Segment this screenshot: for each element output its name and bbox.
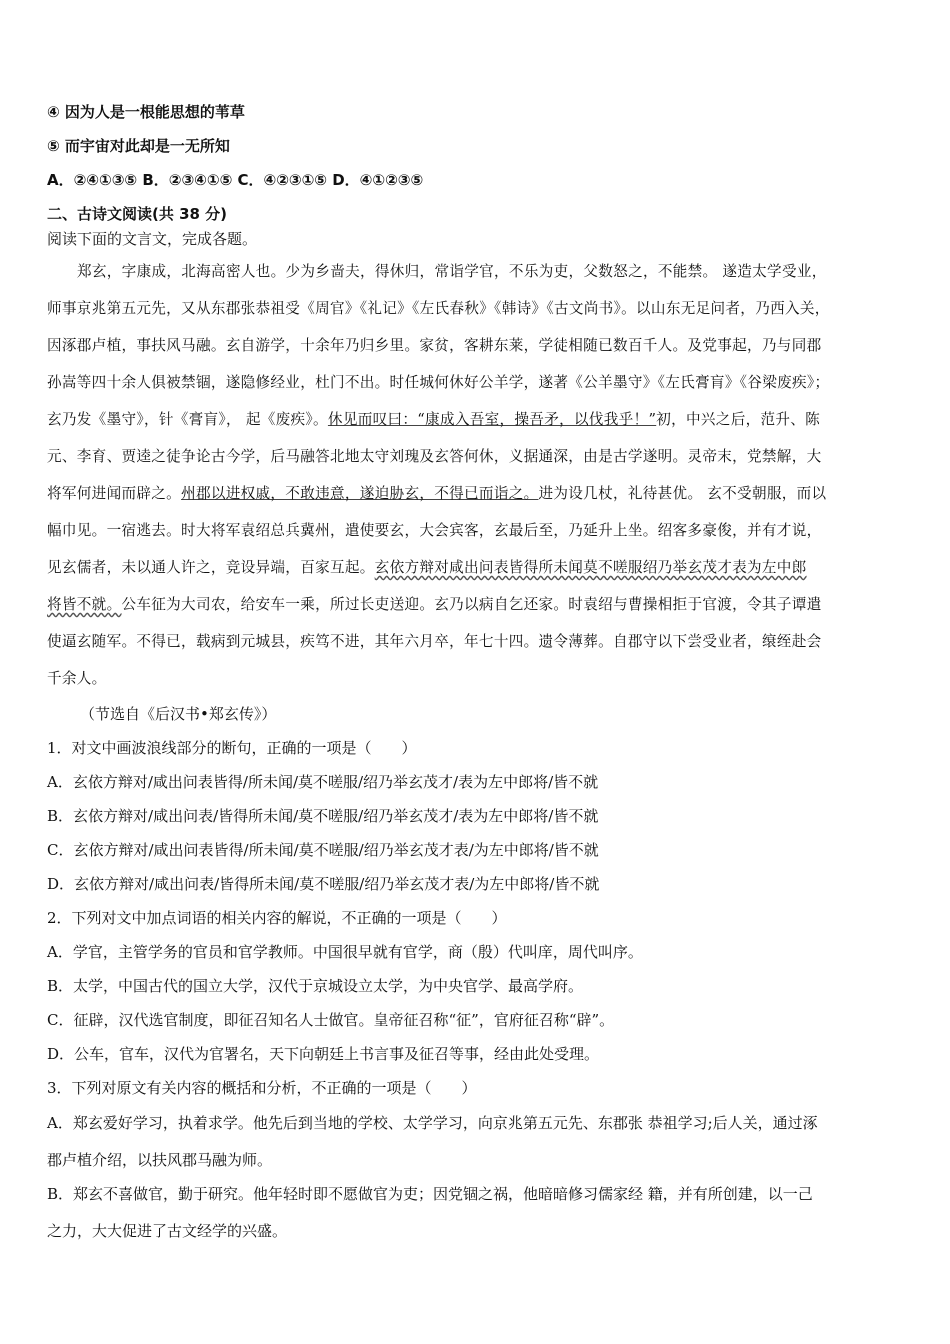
passage-line: 孙嵩等四十余人俱被禁锢，遂隐修经业，杜门不出。时任城何休好公羊学，遂著《公羊墨守》《左氏膏肓》《谷梁废疾》； [47,374,830,391]
section-instruction: 阅读下面的文言文，完成各题。 [47,230,258,248]
question-1-option-b: B．玄依方辩对/咸出问表/皆得所未闻/莫不嗟服/绍乃举玄茂才/表为左中郎将/皆不就 [47,807,599,825]
option-item-5: ⑤ 而宇宙对此却是一无所知 [47,137,230,155]
wavy-underlined-sentence: 将皆不就。 [47,596,122,613]
passage-line: 元、李育、贾逵之徒争论古今学，后马融答北地太守刘瑰及玄答何休，义据通深，由是古学遂明。灵帝末，党禁解，大 [47,448,822,465]
question-1-option-d: D．玄依方辩对/咸出问表/皆得所未闻/莫不嗟服/绍乃举玄茂才表/为左中郎将/皆不就 [47,875,600,893]
question-3-option-a-cont: 郡卢植介绍，以扶风郡马融为师。 [47,1151,273,1169]
question-3-option-b: B．郑玄不喜做官，勤于研究。他年轻时即不愿做官为吏；因党锢之祸，他暗暗修习儒家经 籍，并有所创建，以一己 [47,1185,813,1203]
passage-text: 玄乃发《墨守》，针《膏肓》， 起《废疾》。 [47,411,328,428]
option-item-4: ④ 因为人是一根能思想的苇草 [47,103,245,121]
answer-choices: A．②④①③⑤ B．②③④①⑤ C．④②③①⑤ D．④①②③⑤ [47,171,424,189]
question-3-option-a: A．郑玄爱好学习，执着求学。他先后到当地的学校、太学学习，向京兆第五元先、东郡张 恭祖学习;后人关，通过涿 [47,1114,818,1132]
passage-text: 初，中兴之后，范升、陈 [656,411,821,428]
question-1-stem: 1．对文中画波浪线部分的断句，正确的一项是（ ） [47,739,417,757]
passage-text: 见玄儒者，未以通人许之，竞设异端，百家互起。 [47,559,375,576]
passage-line: 因涿郡卢植，事扶风马融。玄自游学，十余年乃归乡里。家贫，客耕东莱，学徒相随已数百千人。及党事起，乃与同郡 [47,337,822,354]
passage-line [47,410,820,430]
question-1-option-c: C．玄依方辩对/咸出问表皆得/所未闻/莫不嗟服/绍乃举玄茂才表/为左中郎将/皆不就 [47,841,599,859]
passage-line: 幅巾见。一宿逃去。时大将军袁绍总兵冀州，遣使要玄，大会宾客，玄最后至，乃延升上坐。绍客多豪俊，并有才说， [47,522,822,539]
passage-line: 千余人。 [47,670,107,687]
question-2-option-a: A．学官，主管学务的官员和官学教师。中国很早就有官学，商（殷）代叫庠，周代叫序。 [47,943,643,961]
passage-line [47,484,826,504]
passage-text: 公车征为大司农，给安车一乘，所过长吏送迎。玄乃以病自乞还家。时袁绍与曹操相拒于官渡，令其子谭遣 [121,596,822,613]
passage-line: 师事京兆第五元先，又从东郡张恭祖受《周官》《礼记》《左氏春秋》《韩诗》《古文尚书》。以山东无足问者，乃西入关， [47,300,830,317]
question-1-option-a: A．玄依方辩对/咸出问表皆得/所未闻/莫不嗟服/绍乃举玄茂才/表为左中郎将/皆不就 [47,773,599,791]
question-2-option-b: B．太学，中国古代的国立大学，汉代于京城设立太学，为中央官学、最高学府。 [47,977,584,995]
passage-line: 使逼玄随军。不得已，载病到元城县，疾笃不进，其年六月卒，年七十四。遗令薄葬。自郡守以下尝受业者，缞绖赴会 [47,633,822,650]
question-3-option-b-cont: 之力，大大促进了古文经学的兴盛。 [47,1222,288,1240]
passage-line: 郑玄，字康成，北海高密人也。少为乡啬夫，得休归，常诣学官，不乐为吏，父数怒之，不能禁。 遂造太学受业， [77,263,827,280]
passage-text: 进为设几杖，礼待甚优。 玄不受朝服，而以 [538,485,827,502]
passage-text: 将军何进闻而辟之。 [47,485,182,502]
wavy-underlined-sentence: 玄依方辩对咸出问表皆得所未闻莫不嗟服绍乃举玄茂才表为左中郎 [374,559,807,576]
passage-line [47,595,822,615]
question-2-option-c: C．征辟，汉代选官制度，即征召知名人士做官。皇帝征召称“征”，官府征召称“辟”。 [47,1011,615,1029]
question-3-stem: 3．下列对原文有关内容的概括和分析，不正确的一项是（ ） [47,1079,477,1097]
question-2-option-d: D．公车，官车，汉代为官署名，天下向朝廷上书言事及征召等事，经由此处受理。 [47,1045,600,1063]
section-title: 二、古诗文阅读(共 38 分) [47,205,228,223]
question-2-stem: 2．下列对文中加点词语的相关内容的解说，不正确的一项是（ ） [47,909,507,927]
underlined-sentence: 休见而叹曰：“康成入吾室，操吾矛，以伐我乎！” [327,411,657,428]
passage-line [47,558,807,578]
passage-source: （节选自《后汉书•郑玄传》） [80,705,277,723]
underlined-sentence: 州郡以进权戚，不敢违意，遂迫胁玄，不得已而诣之。 [181,485,539,502]
